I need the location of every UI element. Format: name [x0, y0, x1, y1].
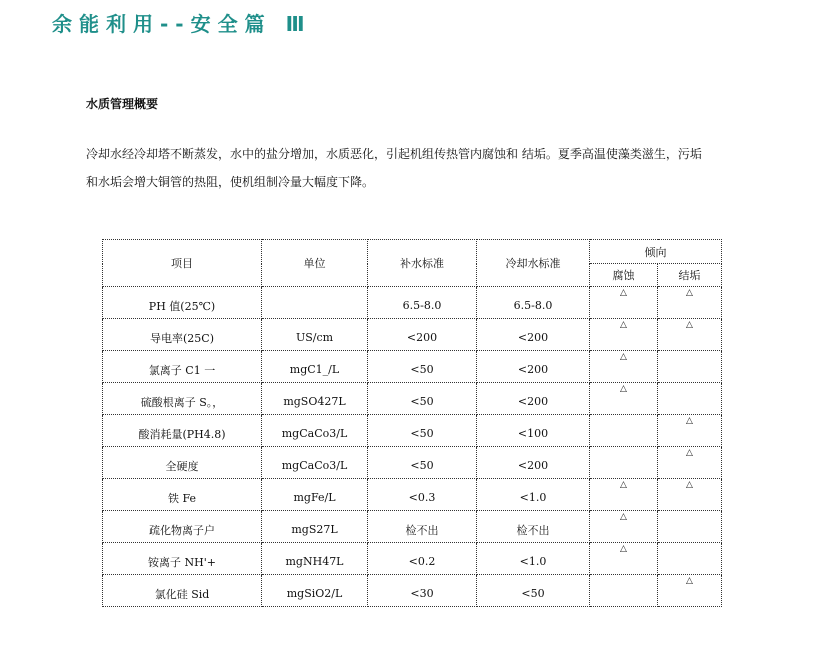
cell-makeup [368, 575, 477, 607]
table-row [103, 575, 722, 607]
cell-cooling [477, 351, 590, 383]
cell-cooling-text: 6.5-8.0 [513, 299, 553, 312]
cell-corrosion [590, 287, 658, 319]
cell-item-text: 铁 Fe [167, 491, 197, 505]
header-makeup: 补水标准 [368, 240, 477, 287]
cell-unit-text: mgCaCo3/L [281, 427, 348, 440]
cell-makeup-text: <0.3 [408, 491, 436, 504]
cell-makeup [368, 415, 477, 447]
triangle-icon: △ [620, 288, 627, 298]
cell-cooling-text: <200 [517, 363, 549, 376]
cell-corrosion [590, 575, 658, 607]
cell-makeup-text: <30 [410, 587, 434, 600]
cell-cooling [477, 575, 590, 607]
cell-makeup [368, 319, 477, 351]
cell-cooling-text: <50 [521, 587, 545, 600]
intro-line-1: 冷却水经冷却塔不断蒸发，水中的盐分增加，水质恶化，引起机组传热管内腐蚀和 结垢。夏季高温使藻类滋生，污垢 [86, 147, 702, 161]
cell-unit [262, 575, 368, 607]
table-row [103, 447, 722, 479]
table-row [103, 287, 722, 319]
cell-item [103, 479, 262, 511]
cell-scale [658, 319, 722, 351]
intro-line-2: 和水垢会增大铜管的热阻，使机组制冷量大幅度下降。 [86, 175, 375, 189]
table-header-row [103, 240, 722, 264]
triangle-icon: △ [686, 576, 693, 586]
cell-corrosion [590, 351, 658, 383]
cell-unit [262, 543, 368, 575]
header-scale: 结垢 [658, 264, 722, 287]
cell-unit-text: mgSO427L [283, 395, 346, 408]
cell-item-text: 导电率(25C) [150, 331, 214, 345]
table-row [103, 383, 722, 415]
cell-unit-text: mgS27L [291, 523, 338, 536]
cell-unit [262, 383, 368, 415]
cell-makeup-text: 6.5-8.0 [402, 299, 442, 312]
cell-corrosion [590, 543, 658, 575]
triangle-icon: △ [686, 448, 693, 458]
cell-makeup [368, 383, 477, 415]
triangle-icon: △ [620, 480, 627, 490]
cell-cooling [477, 543, 590, 575]
cell-item-text: 铵离子 NH'+ [148, 555, 216, 569]
cell-makeup-text: <200 [406, 331, 438, 344]
cell-cooling-text: 检不出 [516, 523, 550, 537]
cell-cooling [477, 479, 590, 511]
cell-cooling-text: <200 [517, 459, 549, 472]
cell-item-text: 氯化硅 Sid [154, 587, 210, 601]
table-row [103, 511, 722, 543]
cell-scale [658, 543, 722, 575]
header-unit: 单位 [262, 240, 368, 287]
cell-unit [262, 511, 368, 543]
cell-scale [658, 575, 722, 607]
table-row [103, 319, 722, 351]
cell-item [103, 575, 262, 607]
header-item: 项目 [103, 240, 262, 287]
cell-cooling [477, 415, 590, 447]
cell-item [103, 447, 262, 479]
cell-scale [658, 383, 722, 415]
triangle-icon: △ [686, 416, 693, 426]
cell-corrosion [590, 479, 658, 511]
cell-scale [658, 351, 722, 383]
cell-makeup [368, 287, 477, 319]
cell-unit-text: US/cm [295, 331, 334, 344]
cell-item [103, 287, 262, 319]
triangle-icon: △ [620, 320, 627, 330]
cell-makeup-text: <50 [410, 395, 434, 408]
cell-item-text: 全硬度 [165, 459, 199, 473]
header-cooling: 冷却水标准 [477, 240, 590, 287]
cell-cooling [477, 319, 590, 351]
cell-scale [658, 479, 722, 511]
cell-unit [262, 479, 368, 511]
cell-item [103, 319, 262, 351]
intro-paragraph [86, 140, 766, 196]
cell-unit [262, 287, 368, 319]
water-quality-table [102, 239, 722, 607]
cell-item-text: 氯离子 C1 一 [148, 363, 216, 377]
cell-makeup [368, 543, 477, 575]
cell-item-text: 酸消耗量(PH4.8) [138, 427, 226, 441]
table-row [103, 479, 722, 511]
cell-corrosion [590, 511, 658, 543]
triangle-icon: △ [620, 352, 627, 362]
cell-unit-text: mgSiO2/L [286, 587, 343, 600]
table-row [103, 543, 722, 575]
cell-unit [262, 415, 368, 447]
cell-makeup-text: 检不出 [405, 523, 439, 537]
cell-cooling-text: <200 [517, 331, 549, 344]
cell-item-text: PH 值(25℃) [148, 299, 216, 313]
cell-makeup [368, 351, 477, 383]
table-row [103, 415, 722, 447]
cell-cooling [477, 447, 590, 479]
cell-unit [262, 447, 368, 479]
cell-unit [262, 319, 368, 351]
cell-unit [262, 351, 368, 383]
triangle-icon: △ [686, 320, 693, 330]
cell-cooling-text: <200 [517, 395, 549, 408]
triangle-icon: △ [686, 288, 693, 298]
cell-unit-text: mgCaCo3/L [281, 459, 348, 472]
table-row [103, 351, 722, 383]
cell-unit-text: mgC1_/L [289, 363, 340, 376]
cell-item-text: 硫酸根离子 S。， [140, 395, 224, 409]
cell-makeup-text: <50 [410, 427, 434, 440]
cell-makeup-text: <0.2 [408, 555, 436, 568]
header-tendency: 倾向 [590, 240, 722, 264]
cell-item [103, 415, 262, 447]
cell-cooling-text: <1.0 [519, 491, 547, 504]
cell-makeup [368, 447, 477, 479]
cell-makeup [368, 511, 477, 543]
triangle-icon: △ [686, 480, 693, 490]
triangle-icon: △ [620, 512, 627, 522]
cell-scale [658, 511, 722, 543]
cell-scale [658, 287, 722, 319]
triangle-icon: △ [620, 544, 627, 554]
cell-makeup [368, 479, 477, 511]
cell-item [103, 543, 262, 575]
cell-item [103, 383, 262, 415]
cell-cooling [477, 511, 590, 543]
cell-item [103, 351, 262, 383]
cell-corrosion [590, 319, 658, 351]
cell-makeup-text: <50 [410, 363, 434, 376]
header-corrosion: 腐蚀 [590, 264, 658, 287]
cell-makeup-text: <50 [410, 459, 434, 472]
cell-unit-text: mgFe/L [293, 491, 336, 504]
cell-cooling-text: <1.0 [519, 555, 547, 568]
cell-corrosion [590, 383, 658, 415]
cell-scale [658, 447, 722, 479]
cell-cooling-text: <100 [517, 427, 549, 440]
cell-cooling [477, 287, 590, 319]
triangle-icon: △ [620, 384, 627, 394]
cell-item [103, 511, 262, 543]
cell-corrosion [590, 447, 658, 479]
section-heading: 水质管理概要 [86, 97, 159, 111]
cell-unit-text: mgNH47L [285, 555, 344, 568]
page-title: 余能利用--安全篇 Ⅲ [52, 12, 312, 36]
cell-item-text: 疏化物离子户 [149, 523, 215, 537]
cell-scale [658, 415, 722, 447]
cell-cooling [477, 383, 590, 415]
cell-corrosion [590, 415, 658, 447]
